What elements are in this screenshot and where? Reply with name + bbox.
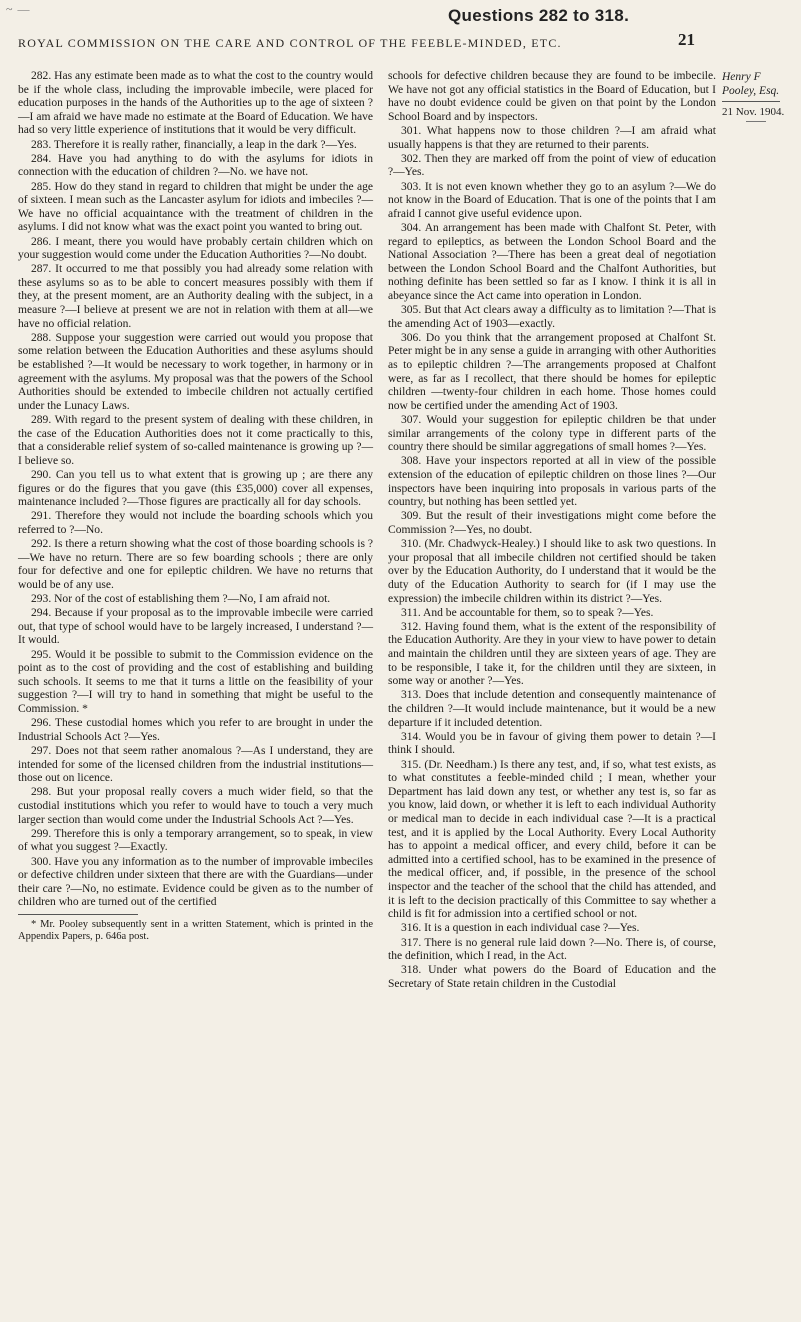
paragraph-312: 312. Having found them, what is the extent of the responsibility of the Education Authority. Are they in your view to have power to detain and maintain the children until they are sixteen years of age. They are to be responsible, I take it, for the children until they are sixteen, in some way or another ?—Yes. <box>388 620 716 688</box>
paragraph-300-continued: schools for defective children because they are found to be imbecile. We have not got any official statistics in the Board of Education, but I have no doubt evidence could be given on that point by the London School Board and by inspectors. <box>388 70 716 123</box>
paragraph-293: 293. Nor of the cost of establishing them ?—No, I am afraid not. <box>31 593 331 606</box>
left-column <box>18 70 373 944</box>
paragraph-285: 285. How do they stand in regard to children that might be under the age of sixteen. I mean such as the Lancaster asylum for idiots and imbeciles ?—We have no official acquaintance with the treatment of children in the asylums. I did not know what was the exact point you wanted to bring out. <box>18 180 373 234</box>
paragraph-310: 310. (Mr. Chadwyck-Healey.) I should like to ask two questions. In your proposal that all imbecile children not certified should be taken over by the Education Authority, do I understand that it would be the duty of the Education Authority to search for (if I may use the expression) the imbecile children within its district ?—Yes. <box>388 538 716 605</box>
paragraph-304: 304. An arrangement has been made with Chalfont St. Peter, with regard to epileptics, as between the London School Board and the National Association ?—There has been a great deal of negotiation between the London School Board and the Chalfont Authorities, but nothing definite has been settled so far as I know. I think it is all in abeyance since the Act came into operation in London. <box>388 221 716 302</box>
paragraph-296: 296. These custodial homes which you refer to are brought in under the Industrial Schools Act ?—Yes. <box>18 717 373 743</box>
paragraph-295: 295. Would it be possible to submit to the Commission evidence on the point as to the cost of providing and the cost of establishing and building such schools. It seems to me that it turns a little on the feasibility of your suggestion ?—I will try to hand in something that might be useful to the Commission. * <box>18 648 373 716</box>
paragraph-305: 305. But that Act clears away a difficulty as to limitation ?—That is the amending Act of 1903—exactly. <box>388 304 716 330</box>
witness-margin-note <box>722 70 798 122</box>
right-column <box>388 70 716 992</box>
paragraph-297: 297. Does not that seem rather anomalous ?—As I understand, they are intended for some of the licensed children from the industrial institutions—those out on licence. <box>18 745 373 785</box>
paragraph-299: 299. Therefore this is only a temporary arrangement, so to speak, in view of what you suggest ?—Exactly. <box>18 827 373 854</box>
witness-title: Pooley, Esq. <box>722 84 780 102</box>
paragraph-287: 287. It occurred to me that possibly you had already some relation with these asylums so as to be able to concert measures possibly with them if they, at the present moment, are an Authority dealing with the subject, in a measure ?—I believe at present we are not in relation with them at all—we have no official relation. <box>18 263 373 330</box>
paragraph-301: 301. What happens now to those children ?—I am afraid what usually happens is that they are returned to their parents. <box>388 124 716 151</box>
paragraph-317: 317. There is no general rule laid down ?—No. There is, of course, the definition, which I read, in the Act. <box>388 936 716 963</box>
paragraph-306: 306. Do you think that the arrangement proposed at Chalfont St. Peter might be in any sense a guide in arranging with other Authorities as to epileptic children ?—The arrangements proposed at Chalfont were, as far as I recollect, that there should be homes for epileptic children —twenty-four children in each home. Those homes could now be certified under the amending Act of 1903. <box>388 331 716 412</box>
paragraph-315: 315. (Dr. Needham.) Is there any test, and, if so, what test exists, as to what constitutes a feeble-minded child ; I mean, whether your Department has laid down any test, or whether any test is, so far as you know, laid down, or whether it is left to each individual Authority or medical man to decide in each individual case ?—It is a practical test, and it is applied by the Local Authority. Every Local Authority has to appoint a medical officer, and every child, before it can be admitted into a certified school, has to be examined in the presence of the medical officer, and, if possible, in the presence of the school inspector and the teacher of the school that the child has attended, and it is left to the decision practically of this Committee to say whether a child is fit for admission into a certified school or not. <box>388 758 716 921</box>
footnote-divider <box>18 914 138 915</box>
paragraph-292: 292. Is there a return showing what the cost of those boarding schools is ?—We have no return. There are so few boarding schools ; there are only four for defective and one for epileptic children. We have no returns that would be of any use. <box>18 538 373 591</box>
running-head: ROYAL COMMISSION ON THE CARE AND CONTROL OF THE FEEBLE-MINDED, ETC. <box>18 36 562 50</box>
paragraph-318: 318. Under what powers do the Board of Education and the Secretary of State retain children in the Custodial <box>388 964 716 990</box>
paragraph-298: 298. But your proposal really covers a much wider field, so that the custodial institutions which you refer to would have to touch a very much larger section than would come under the Industrial Schools Act ?—Yes. <box>18 786 373 826</box>
paragraph-307: 307. Would your suggestion for epileptic children be that under similar arrangements of the colony type in different parts of the country there should be similar aggregations of small homes ?—Yes. <box>388 414 716 454</box>
paragraph-311: 311. And be accountable for them, so to speak ?—Yes. <box>401 606 654 619</box>
paragraph-288: 288. Suppose your suggestion were carried out would you propose that some relation between the Education Authorities and these asylums should be established ?—It would be necessary to work together, in harmony or in agreement with the asylums. My proposal was that the powers of the School Authorities should be extended to imbecile children not actually certified under the Lunacy Laws. <box>18 331 373 412</box>
evidence-date: 21 Nov. 1904. <box>722 106 785 118</box>
paragraph-308: 308. Have your inspectors reported at all in view of the possible extension of the education of epileptic children on those lines ?—Our inspectors have been inquiring into proposals in various parts of the country, but nothing has been settled yet. <box>388 455 716 509</box>
paragraph-309: 309. But the result of their investigations might come before the Commission ?—Yes, no doubt. <box>388 510 716 536</box>
paragraph-286: 286. I meant, there you would have probably certain children which on your suggestion would come under the Education Authorities ?—No doubt. <box>18 235 373 262</box>
paragraph-314: 314. Would you be in favour of giving them power to detain ?—I think I should. <box>388 730 716 757</box>
paragraph-300: 300. Have you any information as to the number of improvable imbeciles or defective children under sixteen that there are with the Guardians—under their care ?—No, no estimate. Evidence could be given as to the number of children who are turned out of the certified <box>18 855 373 909</box>
paragraph-291: 291. Therefore they would not include the boarding schools which you referred to ?—No. <box>18 510 373 536</box>
page-number: 21 <box>678 30 695 49</box>
question-range: Questions 282 to 318. <box>448 6 630 25</box>
corner-mark: ~ — <box>6 2 31 16</box>
paragraph-282: 282. Has any estimate been made as to what the cost to the country would be if the whole class, including the improvable imbecile, were placed for education purposes in the hands of the Authorities up to the age of sixteen ?—I am afraid we have made no estimate at the Board of Education. We have had so very little experience of institutions that it would be very difficult. <box>18 70 373 137</box>
footnote: * Mr. Pooley subsequently sent in a written Statement, which is printed in the Appendix Papers, p. 646a post. <box>18 918 373 943</box>
paragraph-294: 294. Because if your proposal as to the improvable imbecile were carried out, that type of school would have to be largely increased, I understand ?—It would. <box>18 607 373 647</box>
date-underline <box>746 121 766 122</box>
paragraph-290: 290. Can you tell us to what extent that is growing up ; are there any figures or do the figures that you gave (this £35,000) cover all expenses, maintenance included ?—Those figures are practically all for day schools. <box>18 468 373 509</box>
paragraph-289: 289. With regard to the present system of dealing with these children, in the case of the Education Authorities does not it come practically to this, that a considerable relief system of so-called maintenance is growing up ?—I believe so. <box>18 414 373 467</box>
paragraph-302: 302. Then they are marked off from the point of view of education ?—Yes. <box>388 152 716 179</box>
paragraph-283: 283. Therefore it is really rather, financially, a leap in the dark ?—Yes. <box>31 138 357 151</box>
paragraph-303: 303. It is not even known whether they go to an asylum ?—We do not know in the Board of Education. That is one of the points that I am afraid I cannot give useful evidence upon. <box>388 180 716 220</box>
witness-name: Henry F <box>722 71 761 83</box>
paragraph-284: 284. Have you had anything to do with the asylums for idiots in connection with the education of children ?—No. we have not. <box>18 152 373 179</box>
paragraph-313: 313. Does that include detention and consequently maintenance of the children ?—It would include maintenance, but it would be a new departure if it included detention. <box>388 689 716 729</box>
paragraph-316: 316. It is a question in each individual case ?—Yes. <box>401 922 640 935</box>
